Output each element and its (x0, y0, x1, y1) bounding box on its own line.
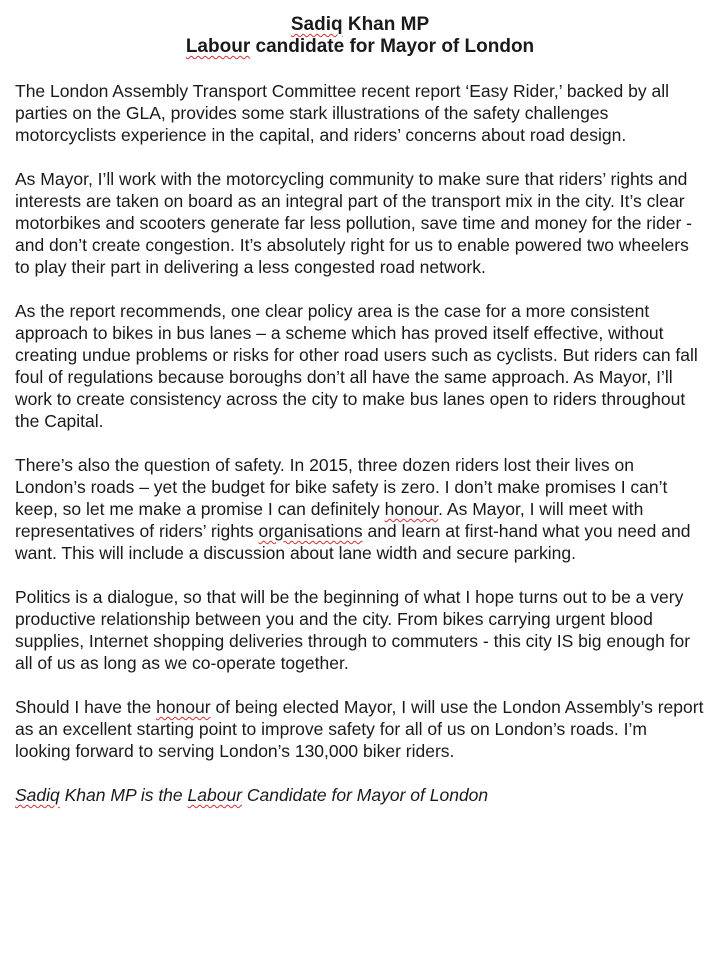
spellcheck-word-sadiq-2: Sadiq (15, 785, 60, 805)
signoff-mid: Khan MP is the (59, 785, 188, 805)
signoff-line (15, 784, 705, 806)
paragraph-5: Politics is a dialogue, so that will be the beginning of what I hope turns out to be a very productive relationship between you and the city. From bikes carrying urgent blood supplies, Internet shopping deliveries through to commuters - this city IS big enough for all of us as long as we co-operate together. (15, 587, 691, 673)
signoff-end: Candidate for Mayor of London (242, 785, 489, 805)
paragraph-4-part-b: . As Mayor, I will meet with representatives of riders’ rights (15, 499, 644, 541)
spellcheck-word-organisations: organisations (258, 521, 363, 541)
paragraph-6 (15, 696, 705, 762)
author-name-rest: Khan MP (342, 14, 430, 35)
paragraph-6-part-a: Should I have the (15, 697, 157, 717)
paragraph-6-part-b: of being elected Mayor, I will use the London Assembly’s report as an excellent starting point to improve safety for all of us on London’s roads. I’m looking forward to serving London’s 130,000 biker riders. (15, 697, 704, 761)
spellcheck-word-honour-2: honour (156, 697, 211, 717)
paragraph-3: As the report recommends, one clear policy area is the case for a more consistent approach to bikes in bus lanes – a scheme which has proved itself effective, without creating undue problems or risks for other road users such as cyclists. But riders can fall foul of regulations because boroughs don’t all have the same approach. As Mayor, I’ll work to create consistency across the city to make bus lanes open to riders throughout the Capital. (15, 301, 698, 431)
author-subtitle-rest: candidate for Mayor of London (250, 36, 535, 57)
spellcheck-word-honour: honour (384, 499, 439, 519)
letter-body (15, 80, 705, 806)
paragraph-1: The London Assembly Transport Committee recent report ‘Easy Rider,’ backed by all parties on the GLA, provides some stark illustrations of the safety challenges motorcyclists experience in the capital, and riders’ concerns about road design. (15, 81, 669, 145)
paragraph-4-part-a: There’s also the question of safety. In 2015, three dozen riders lost their lives on London’s roads – yet the budget for bike safety is zero. I don’t make promises I can’t keep, so let me make a promise I can definitely (15, 455, 668, 519)
author-name (0, 14, 720, 36)
paragraph-4-part-c: and learn at first-hand what you need and want. This will include a discussion about lane width and secure parking. (15, 521, 691, 563)
spellcheck-word-labour: Labour (185, 36, 251, 57)
letter-header (0, 0, 720, 58)
spellcheck-word-labour-2: Labour (187, 785, 243, 805)
paragraph-4 (15, 454, 705, 564)
spellcheck-word-sadiq: Sadiq (290, 14, 343, 35)
paragraph-2: As Mayor, I’ll work with the motorcycling community to make sure that riders’ rights and interests are taken on board as an integral part of the transport mix in the city. It’s clear motorbikes and scooters generate far less pollution, save time and money for the rider - and don’t create congestion. It’s absolutely right for us to enable powered two wheelers to play their part in delivering a less congested road network. (15, 169, 693, 277)
author-subtitle (0, 36, 720, 58)
